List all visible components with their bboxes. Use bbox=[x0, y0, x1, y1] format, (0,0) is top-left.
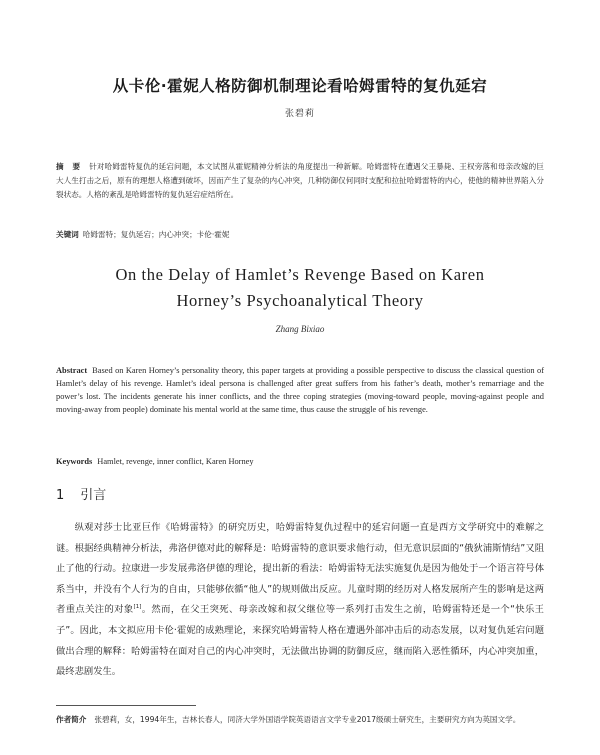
chinese-author: 张碧莉 bbox=[284, 109, 315, 119]
chinese-abstract bbox=[56, 160, 544, 202]
chinese-keywords-label: 关键词 bbox=[56, 230, 79, 239]
footnote-label: 作者简介 bbox=[56, 715, 87, 724]
chinese-abstract-text: 针对哈姆雷特复仇的延宕问题，本文试图从霍妮精神分析法的角度提出一种新解。哈姆雷特在遭遇父王暴毙、王权旁落和母亲改嫁的巨大人生打击之后，原有的理想人格遭到破坏，因而产生了复杂的内心冲突，几种防御仅何同时支配和拉扯哈姆雷特的内心，使他的精神世界陷入分裂状态。人格的紊乱是哈姆雷特的复仇延宕症结所在。 bbox=[56, 162, 544, 199]
citation-marker[interactable]: [1] bbox=[133, 604, 142, 611]
english-abstract-label: Abstract bbox=[56, 366, 88, 375]
section-heading bbox=[56, 484, 106, 503]
chinese-keywords bbox=[56, 228, 544, 242]
english-abstract bbox=[56, 364, 544, 416]
chinese-abstract-label: 摘 要 bbox=[56, 162, 84, 171]
body-text-part-2: 。然而，在父王突死、母亲改嫁和叔父继位等一系列打击发生之前，哈姆雷特还是一个“快乐王子”。因此，本文拟应用卡伦·霍妮的成熟理论，来探究哈姆雷特人格在遭遇外部冲击后的动态发展，以对复仇延宕问题做出合理的解释：哈姆雷特在面对自己的内心冲突时，无法做出协调的防御反应，继而陷入恶性循环，内心冲突加重，最终悲剧发生。 bbox=[56, 604, 544, 678]
english-keywords-label: Keywords bbox=[56, 457, 93, 466]
chinese-keywords-text: 哈姆雷特；复仇延宕；内心冲突；卡伦·霍妮 bbox=[82, 230, 230, 239]
english-title-line-2: Horney’s Psychoanalytical Theory bbox=[176, 291, 424, 310]
section-number: 1 bbox=[56, 488, 65, 503]
body-text-part-1: 纵观对莎士比亚巨作《哈姆雷特》的研究历史，哈姆雷特复仇过程中的延宕问题一直是西方文学研究中的难解之谜。根据经典精神分析法，弗洛伊德对此的解释是：哈姆雷特的意识要求他行动，但无意识层面的“俄狄浦斯情结”又阻止了他的行动。拉康进一步发展弗洛伊德的理论，提出新的看法：哈姆雷特无法实施复仇是因为他处于一个语言符号体系当中，并没有个人行为的自由，只能够依循“他人”的规则做出反应。儿童时期的经历对人格发展所产生的影响是这两者重点关注的对象 bbox=[56, 522, 544, 616]
english-title bbox=[0, 262, 600, 314]
footnote-text: 张碧莉，女，1994年生，吉林长春人，同济大学外国语学院英语语言文学专业2017级硕士研究生，主要研究方向为英国文学。 bbox=[94, 715, 521, 724]
english-abstract-text: Based on Karen Horney’s personality theory, this paper targets at providing a possible perspective to discuss the classical question of Hamlet’s delay of his revenge. Hamlet’s ideal persona is challenged after great suffers from his father’s death, mother’s remarriage and the power’s lost. The incidents generate his inner conflicts, and the three coping strategies (moving-toward people, moving-against people and moving-away from people) dominate his mental world at the same time, thus cause the struggle of his revenge. bbox=[56, 366, 544, 414]
footnote-divider bbox=[56, 705, 196, 706]
section-title: 引言 bbox=[80, 488, 107, 503]
english-keywords bbox=[56, 455, 544, 468]
author-footnote bbox=[56, 712, 544, 727]
english-title-line-1: On the Delay of Hamlet’s Revenge Based on Karen bbox=[115, 265, 485, 284]
english-keywords-text: Hamlet, revenge, inner conflict, Karen Horney bbox=[97, 457, 254, 466]
body-paragraph bbox=[56, 518, 544, 683]
chinese-title: 从卡伦·霍妮人格防御机制理论看哈姆雷特的复仇延宕 bbox=[112, 77, 488, 95]
english-author: Zhang Bixiao bbox=[275, 324, 325, 334]
